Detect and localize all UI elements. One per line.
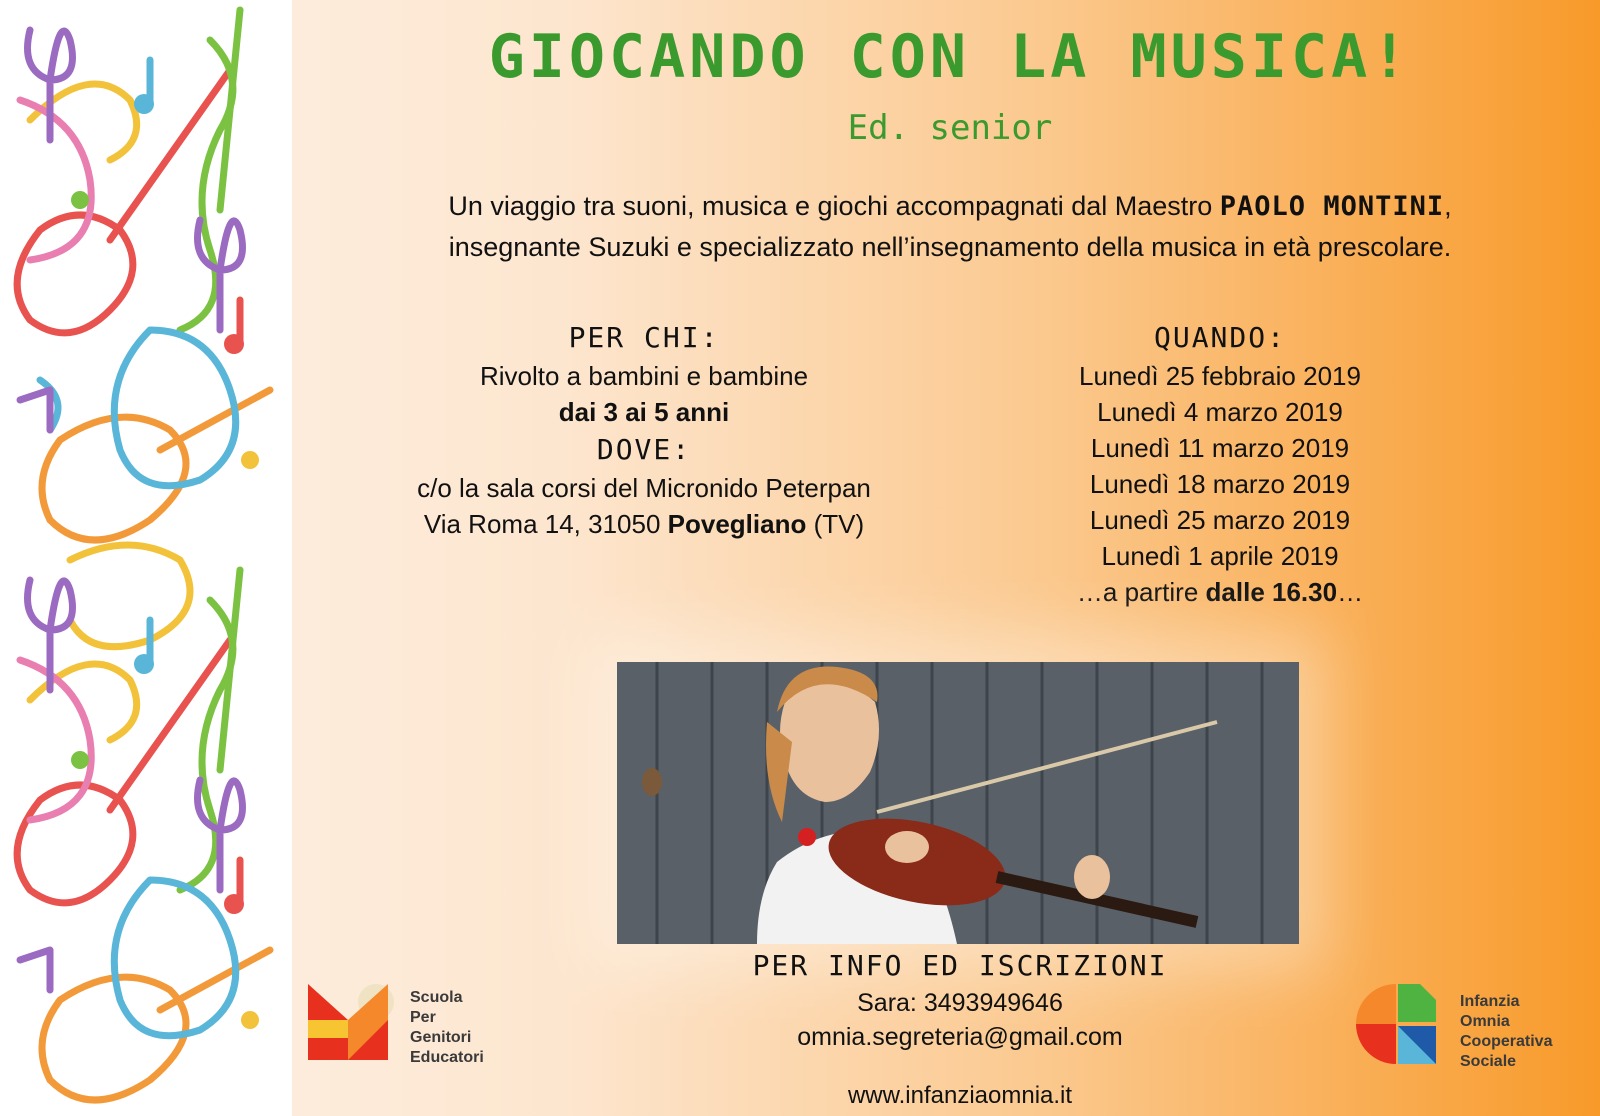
- date-item: Lunedì 25 marzo 2019: [1089, 505, 1351, 535]
- website-link[interactable]: www.infanziaomnia.it: [847, 1082, 1073, 1109]
- date-item: Lunedì 11 marzo 2019: [1090, 433, 1350, 463]
- scuola-logo-line: Genitori: [410, 1029, 472, 1046]
- dove-line-2: [370, 506, 918, 542]
- omnia-logo-text: [1460, 992, 1552, 1072]
- start-time-suffix: …: [1337, 577, 1364, 607]
- start-time-value: dalle 16.30: [1205, 577, 1338, 607]
- child-violin-photo: [617, 662, 1299, 944]
- dove-line-1: c/o la sala corsi del Micronido Peterpan: [417, 473, 871, 503]
- omnia-logo-line: Omnia: [1460, 1013, 1510, 1030]
- quando-heading: QUANDO:: [1153, 321, 1286, 354]
- maestro-name: PAOLO MONTINI: [1219, 191, 1445, 222]
- infanzia-omnia-logo: [1356, 982, 1586, 1072]
- date-item: Lunedì 1 aprile 2019: [1101, 541, 1339, 571]
- intro-line-1-suffix: ,: [1444, 191, 1452, 221]
- scuola-logo-line: Educatori: [410, 1049, 484, 1066]
- date-item: Lunedì 4 marzo 2019: [1097, 397, 1343, 427]
- start-time: [1010, 574, 1430, 610]
- scuola-genitori-logo: [308, 980, 508, 1070]
- scuola-logo-text: [410, 988, 484, 1068]
- dove-province: (TV): [813, 509, 865, 539]
- dove-address: Via Roma 14, 31050: [423, 509, 661, 539]
- event-subtitle: Ed. senior: [847, 108, 1053, 148]
- event-title: GIOCANDO CON LA MUSICA!: [488, 22, 1412, 92]
- who-where-section: [370, 318, 918, 542]
- intro-line-2: insegnante Suzuki e specializzato nell’insegnamento della musica in età prescolare.: [448, 232, 1452, 262]
- per-chi-age: dai 3 ai 5 anni: [558, 397, 730, 427]
- music-pattern-strip: [0, 0, 292, 1116]
- when-section: [1010, 318, 1430, 610]
- date-item: Lunedì 18 marzo 2019: [1089, 469, 1351, 499]
- intro-line-1: [300, 186, 1600, 227]
- per-chi-line-1: Rivolto a bambini e bambine: [479, 361, 809, 391]
- omnia-logo-mark-icon: [1356, 982, 1444, 1066]
- omnia-logo-line: Sociale: [1460, 1053, 1517, 1070]
- info-section: [620, 946, 1300, 1054]
- per-chi-heading: PER CHI:: [568, 321, 720, 354]
- intro-text: [300, 186, 1600, 267]
- dove-heading: DOVE:: [596, 433, 692, 466]
- contact-phone[interactable]: Sara: 3493949646: [857, 989, 1063, 1017]
- start-time-prefix: …a partire: [1076, 577, 1199, 607]
- scuola-logo-line: Scuola: [410, 989, 463, 1006]
- omnia-logo-line: Cooperativa: [1460, 1033, 1553, 1050]
- intro-line-1-prefix: Un viaggio tra suoni, musica e giochi accompagnati dal Maestro: [448, 191, 1213, 221]
- omnia-logo-line: Infanzia: [1460, 993, 1520, 1010]
- date-item: Lunedì 25 febbraio 2019: [1079, 361, 1361, 391]
- dove-town: Povegliano: [667, 509, 807, 539]
- scuola-logo-mark-icon: [308, 980, 404, 1064]
- violin-photo-illustration: [617, 662, 1299, 944]
- contact-email[interactable]: omnia.segreteria@gmail.com: [797, 1023, 1123, 1051]
- scuola-logo-line: Per: [410, 1009, 436, 1026]
- music-instruments-pattern: [0, 0, 292, 1116]
- info-heading: PER INFO ED ISCRIZIONI: [752, 949, 1168, 982]
